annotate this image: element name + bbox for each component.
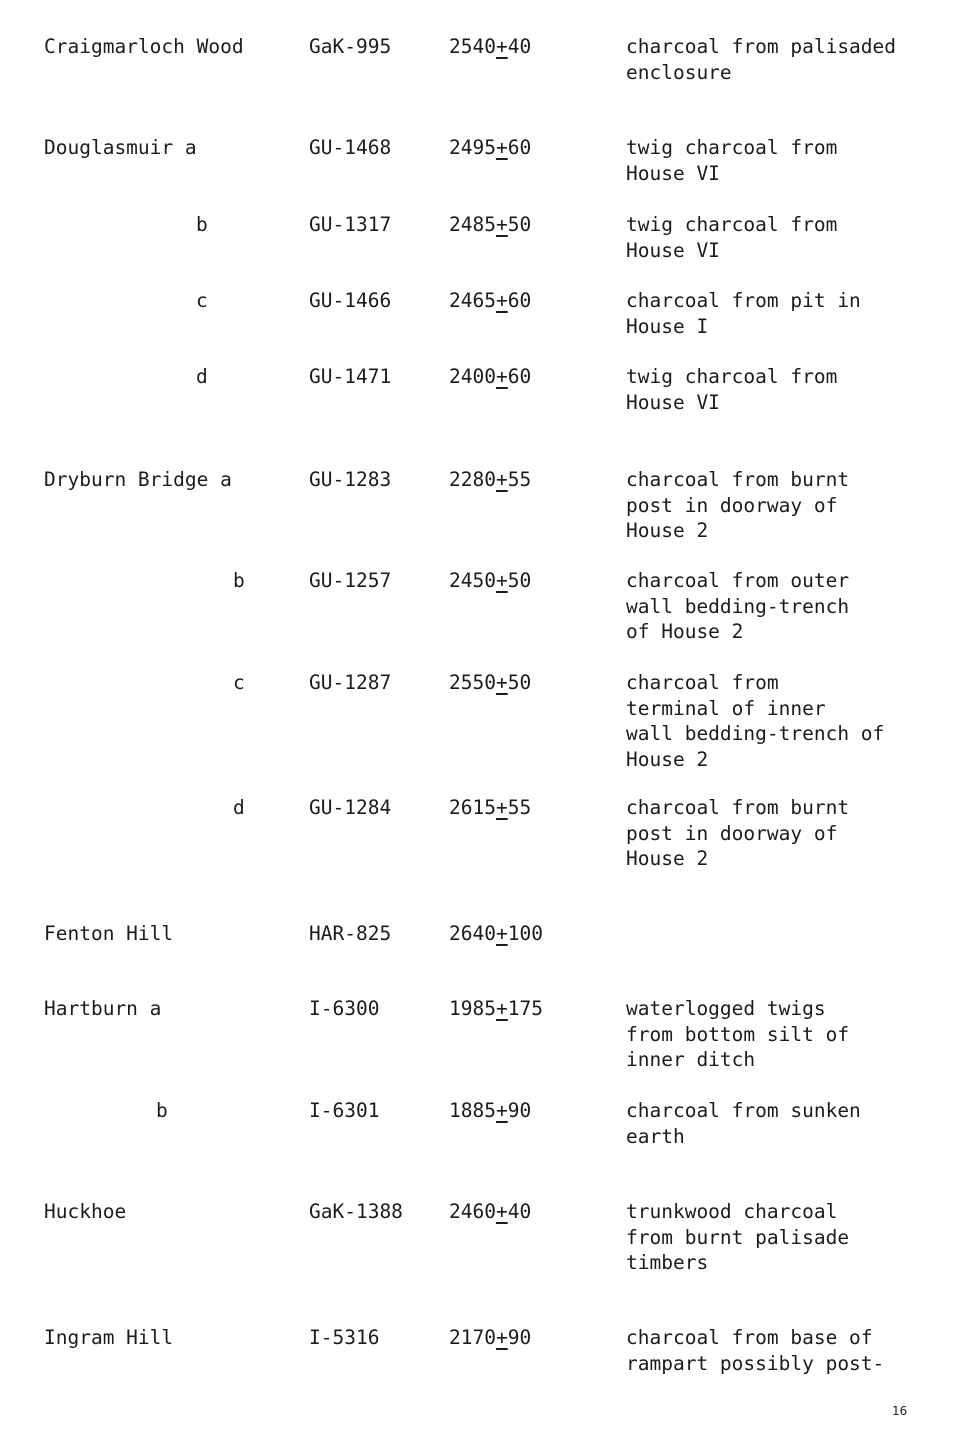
lab-code: HAR-825 xyxy=(309,922,392,945)
description-line: charcoal from base of xyxy=(626,1326,873,1349)
radiocarbon-date xyxy=(449,1325,531,1351)
date-error: 90 xyxy=(507,1326,532,1349)
sample-letter: b xyxy=(233,569,245,592)
sample-description xyxy=(626,364,837,415)
plus-minus-sign: + xyxy=(495,922,508,945)
date-age: 2460 xyxy=(449,1200,496,1223)
site-name: Hartburn a xyxy=(44,997,162,1020)
sample-description xyxy=(626,467,849,544)
description-line: from bottom silt of xyxy=(626,1022,850,1046)
description-line: rampart possibly post- xyxy=(626,1351,885,1375)
lab-code: GU-1283 xyxy=(309,468,392,491)
plus-minus-sign: + xyxy=(495,1099,508,1122)
description-line: post in doorway of xyxy=(626,493,838,517)
description-line: charcoal from outer xyxy=(626,569,850,592)
sample-description xyxy=(626,1199,849,1276)
description-line: House I xyxy=(626,314,709,338)
plus-minus-sign: + xyxy=(495,213,508,236)
sample-description xyxy=(626,1325,884,1376)
description-line: House VI xyxy=(626,238,720,262)
description-line: terminal of inner xyxy=(626,696,826,720)
description-line: charcoal from burnt xyxy=(626,468,850,491)
lab-code: I-6301 xyxy=(309,1099,380,1122)
sample-description xyxy=(626,996,849,1073)
plus-minus-sign: + xyxy=(495,1200,508,1223)
lab-code: GU-1466 xyxy=(309,289,392,312)
description-line: inner ditch xyxy=(626,1048,756,1071)
date-age: 1885 xyxy=(449,1099,496,1122)
date-age: 2465 xyxy=(449,289,496,312)
lab-code: GU-1284 xyxy=(309,796,392,819)
date-error: 50 xyxy=(507,213,532,236)
site-name: Huckhoe xyxy=(44,1200,127,1223)
description-line: House 2 xyxy=(626,747,709,771)
plus-minus-sign: + xyxy=(495,468,508,491)
date-error: 90 xyxy=(507,1099,532,1122)
sample-description xyxy=(626,1098,861,1149)
site-name: Ingram Hill xyxy=(44,1326,174,1349)
site-name: Craigmarloch Wood xyxy=(44,35,244,58)
radiocarbon-date xyxy=(449,135,531,161)
date-age: 2280 xyxy=(449,468,496,491)
site-name: Fenton Hill xyxy=(44,922,174,945)
lab-code: I-5316 xyxy=(309,1326,380,1349)
date-age: 2485 xyxy=(449,213,496,236)
description-line: House VI xyxy=(626,390,720,414)
sample-description xyxy=(626,568,849,645)
description-line: enclosure xyxy=(626,60,732,84)
sample-letter: d xyxy=(196,365,208,388)
radiocarbon-date xyxy=(449,1098,531,1124)
description-line: twig charcoal from xyxy=(626,136,838,159)
plus-minus-sign: + xyxy=(495,997,508,1020)
description-line: wall bedding-trench xyxy=(626,594,850,618)
sample-letter: c xyxy=(196,289,208,312)
date-age: 2170 xyxy=(449,1326,496,1349)
plus-minus-sign: + xyxy=(495,1326,508,1349)
plus-minus-sign: + xyxy=(495,365,508,388)
description-line: post in doorway of xyxy=(626,821,838,845)
description-line: of House 2 xyxy=(626,620,744,643)
lab-code: GaK-995 xyxy=(309,35,392,58)
sample-description xyxy=(626,795,849,872)
date-error: 55 xyxy=(507,796,532,819)
date-error: 60 xyxy=(507,365,532,388)
radiocarbon-date xyxy=(449,288,531,314)
sample-description xyxy=(626,34,896,85)
radiocarbon-date xyxy=(449,467,531,493)
page-number: 16 xyxy=(892,1404,908,1418)
description-line: charcoal from xyxy=(626,671,779,694)
date-error: 175 xyxy=(507,997,543,1020)
date-age: 2640 xyxy=(449,922,496,945)
lab-code: GU-1287 xyxy=(309,671,392,694)
date-age: 2450 xyxy=(449,569,496,592)
site-name: Dryburn Bridge a xyxy=(44,468,232,491)
site-name: Douglasmuir a xyxy=(44,136,197,159)
radiocarbon-date xyxy=(449,364,531,390)
description-line: House 2 xyxy=(626,519,709,542)
radiocarbon-date xyxy=(449,34,531,60)
sample-description xyxy=(626,288,861,339)
sample-letter: d xyxy=(233,796,245,819)
date-error: 40 xyxy=(507,1200,532,1223)
date-error: 40 xyxy=(507,35,532,58)
plus-minus-sign: + xyxy=(495,35,508,58)
lab-code: GU-1471 xyxy=(309,365,392,388)
description-line: House 2 xyxy=(626,847,709,870)
date-error: 60 xyxy=(507,289,532,312)
plus-minus-sign: + xyxy=(495,671,508,694)
sample-letter: c xyxy=(233,671,245,694)
radiocarbon-date xyxy=(449,795,531,821)
plus-minus-sign: + xyxy=(495,289,508,312)
date-error: 60 xyxy=(507,136,532,159)
date-age: 2400 xyxy=(449,365,496,388)
lab-code: GU-1257 xyxy=(309,569,392,592)
description-line: charcoal from burnt xyxy=(626,796,850,819)
plus-minus-sign: + xyxy=(495,796,508,819)
description-line: timbers xyxy=(626,1251,709,1274)
date-error: 55 xyxy=(507,468,532,491)
radiocarbon-date xyxy=(449,1199,531,1225)
description-line: House VI xyxy=(626,161,720,185)
lab-code: GU-1317 xyxy=(309,213,392,236)
date-age: 1985 xyxy=(449,997,496,1020)
date-age: 2540 xyxy=(449,35,496,58)
radiocarbon-date xyxy=(449,921,543,947)
date-age: 2615 xyxy=(449,796,496,819)
radiocarbon-date xyxy=(449,568,531,594)
date-error: 50 xyxy=(507,671,532,694)
description-line: wall bedding-trench of xyxy=(626,722,885,745)
description-line: earth xyxy=(626,1124,685,1148)
sample-description xyxy=(626,135,837,186)
date-age: 2550 xyxy=(449,671,496,694)
description-line: from burnt palisade xyxy=(626,1225,850,1249)
description-line: trunkwood charcoal xyxy=(626,1200,838,1223)
radiocarbon-date xyxy=(449,996,543,1022)
description-line: charcoal from palisaded xyxy=(626,35,897,58)
description-line: charcoal from sunken xyxy=(626,1099,861,1122)
plus-minus-sign: + xyxy=(495,136,508,159)
lab-code: GaK-1388 xyxy=(309,1200,403,1223)
sample-description xyxy=(626,670,884,772)
sample-letter: b xyxy=(156,1099,168,1122)
radiocarbon-date xyxy=(449,212,531,238)
description-line: twig charcoal from xyxy=(626,365,838,388)
sample-letter: b xyxy=(196,213,208,236)
date-error: 100 xyxy=(507,922,543,945)
description-line: waterlogged twigs xyxy=(626,997,826,1020)
lab-code: I-6300 xyxy=(309,997,380,1020)
radiocarbon-date xyxy=(449,670,531,696)
date-age: 2495 xyxy=(449,136,496,159)
lab-code: GU-1468 xyxy=(309,136,392,159)
description-line: twig charcoal from xyxy=(626,213,838,236)
sample-description xyxy=(626,212,837,263)
plus-minus-sign: + xyxy=(495,569,508,592)
description-line: charcoal from pit in xyxy=(626,289,861,312)
date-error: 50 xyxy=(507,569,532,592)
